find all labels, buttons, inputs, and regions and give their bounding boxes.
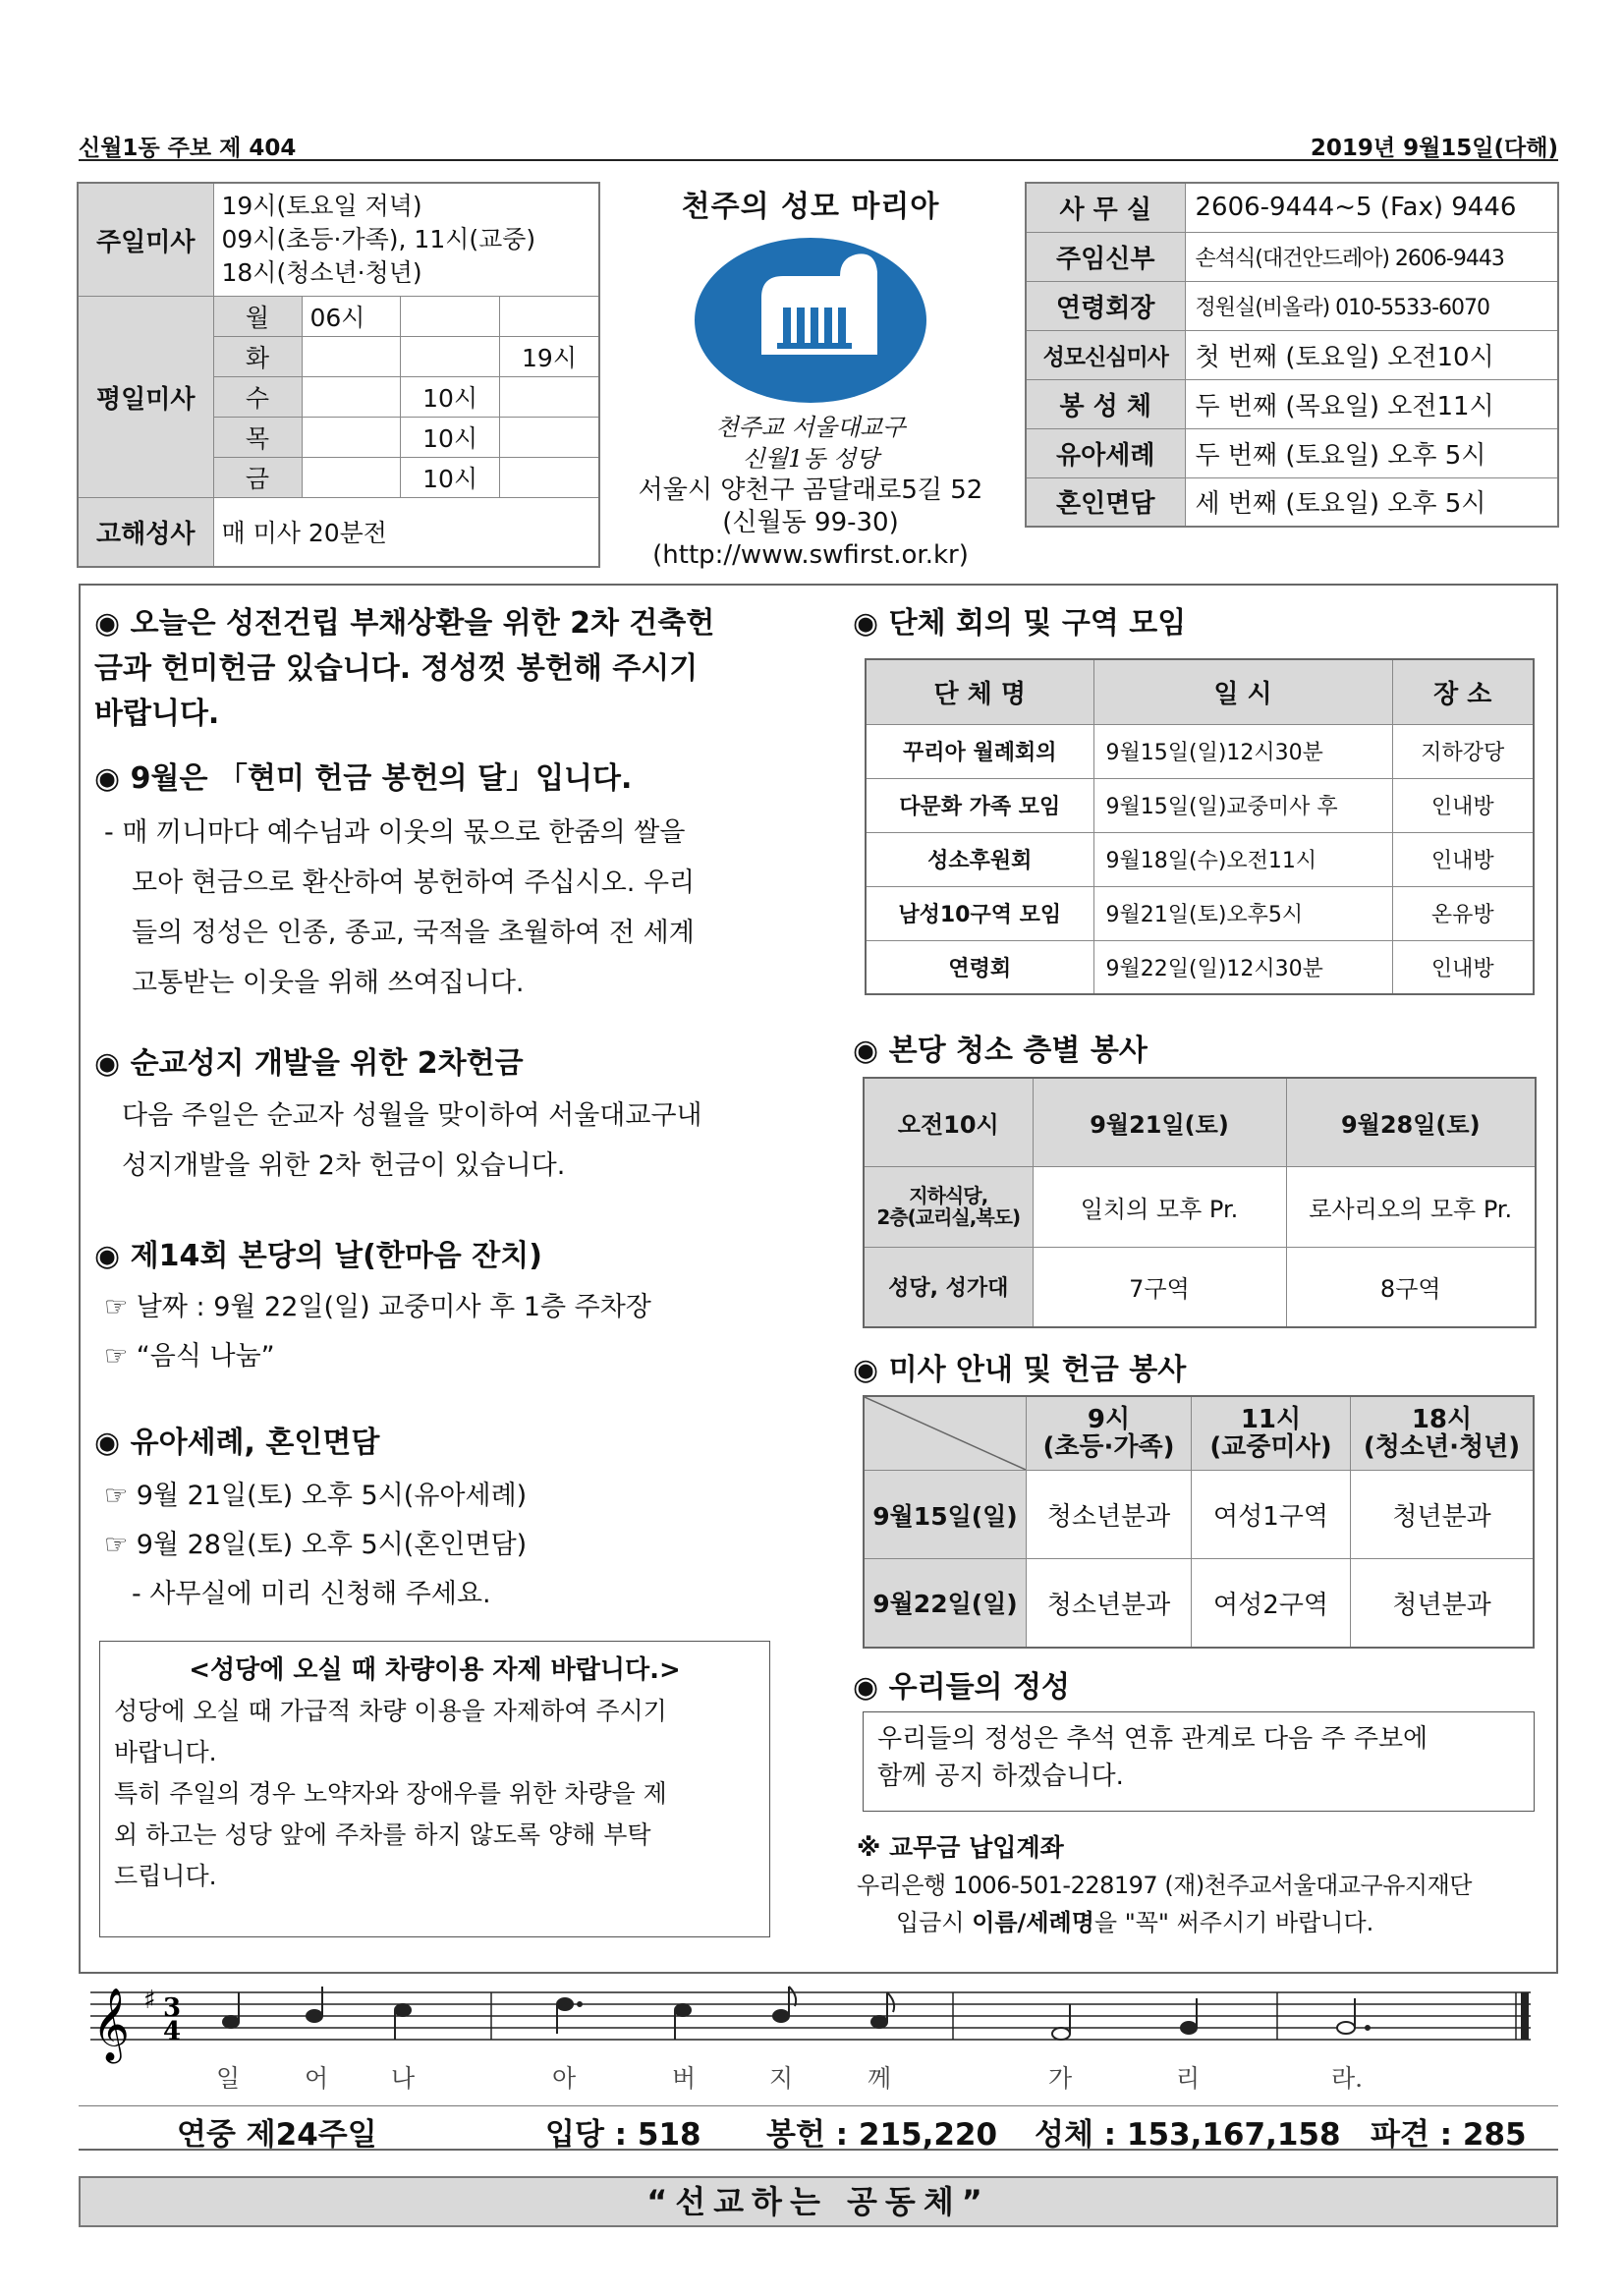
parish-url[interactable]: (http://www.swfirst.or.kr): [652, 540, 969, 570]
office-value: 2606-9444~5 (Fax) 9446: [1185, 183, 1558, 232]
parking-notice-box: <성당에 오실 때 차량이용 자제 바랍니다.> 성당에 오실 때 가급적 차량 이용을 자제하여 주시기 바랍니다. 특히 주일의 경우 노약자와 장애우를 위한 차량을 제 외 하고는 성당 앞에 주차를 하지 않도록 양해 부탁 드립니다.: [99, 1641, 770, 1937]
meetings-table: [865, 658, 1535, 995]
cleaning-table: [863, 1077, 1537, 1328]
hymn-staff: [79, 1973, 1558, 2105]
svg-text:3: 3: [163, 1993, 182, 2023]
table-row: 9월15일(일) 청소년분과 여성1구역 청년분과: [864, 1471, 1534, 1559]
liturgical-week: 연중 제24주일: [177, 2117, 377, 2153]
table-row: 9월22일(일) 청소년분과 여성2구역 청년분과: [864, 1559, 1534, 1648]
parish-address: 서울시 양천구 곰달래로5길 52: [638, 476, 983, 505]
bulletin-header: [79, 130, 1558, 162]
slogan-banner: “선교하는 공동체”: [79, 2176, 1558, 2227]
office-value: 두 번째 (토요일) 오후 5시: [1185, 428, 1558, 477]
office-label: 성모신심미사: [1026, 330, 1185, 379]
attendance-stats: [79, 2105, 1558, 2151]
weekday-cell: [500, 458, 600, 498]
weekday-cell: [302, 458, 401, 498]
table-row: 다문화 가족 모임 9월15일(일)교중미사 후 인내방: [866, 778, 1534, 832]
table-header: 장 소: [1392, 659, 1534, 724]
header-rule: [79, 159, 1558, 161]
building-offering-notice: ◉ 오늘은 성전건립 부채상환을 위한 2차 건축헌 금과 헌미헌금 있습니다. 정성껏 봉헌해 주시기 바랍니다.: [94, 606, 715, 731]
parish-logo-icon: [693, 237, 928, 404]
table-row: 성소후원회 9월18일(수)오전11시 인내방: [866, 832, 1534, 886]
sunday-mass-times: 19시(토요일 저녁) 09시(초등·가족), 11시(교중) 18시(청소년·청년): [213, 183, 599, 297]
office-value: 두 번째 (목요일) 오전11시: [1185, 379, 1558, 428]
table-header: 18시 (청소년·청년): [1351, 1396, 1535, 1471]
account-number: 우리은행 1006-501-228197 (재)천주교서울대교구유지재단: [857, 1872, 1472, 1899]
martyr-offering-title: ◉ 순교성지 개발을 위한 2차헌금: [94, 1046, 524, 1081]
svg-text:4: 4: [163, 2017, 182, 2046]
sunday-mass-label: 주일미사: [78, 183, 213, 297]
weekday-cell: 월: [213, 297, 302, 337]
office-label: 주임신부: [1026, 232, 1185, 281]
weekday-mass-label: 평일미사: [78, 297, 213, 498]
parish-address-old: (신월동 99-30): [722, 508, 899, 537]
parish-day-section: ◉ 제14회 본당의 날(한마음 잔치) ☞ 날짜 : 9월 22일(일) 교중미사 후 1층 주차장 ☞ “음식 나눔”: [94, 1234, 802, 1381]
weekday-cell: [302, 377, 401, 418]
mass-times-table: [77, 182, 600, 568]
weekday-cell: 10시: [401, 418, 500, 458]
offering-box: 우리들의 정성은 추석 연휴 관계로 다음 주 주보에 함께 공지 하겠습니다.: [863, 1711, 1535, 1812]
office-label: 유아세례: [1026, 428, 1185, 477]
table-row: 성당, 성가대 7구역 8구역: [864, 1247, 1536, 1327]
parish-logo-block: [614, 182, 1007, 572]
table-header: 오전10시: [864, 1078, 1033, 1166]
weekday-cell: [302, 337, 401, 377]
parish-day-title: ◉ 제14회 본당의 날(한마음 잔치): [94, 1239, 542, 1273]
confession-value: 매 미사 20분전: [213, 498, 599, 567]
hymn-lyrics: 일 어 나 아 버 지 께 가 리 라.: [216, 2064, 1364, 2093]
office-info-table: [1025, 182, 1559, 528]
svg-text:♯: ♯: [143, 1986, 156, 2015]
table-header: 9월21일(토): [1033, 1078, 1286, 1166]
dismissal-count: 파견 : 285: [1371, 2117, 1527, 2153]
weekday-cell: [302, 418, 401, 458]
weekday-cell: [401, 337, 500, 377]
office-label: 봉 성 체: [1026, 379, 1185, 428]
bulletin-issue: 신월1동 주보 제 404: [79, 136, 297, 161]
martyr-offering-section: ◉ 순교성지 개발을 위한 2차헌금 다음 주일은 순교자 성월을 맞이하여 서울대교구내 성지개발을 위한 2차 헌금이 있습니다.: [94, 1041, 802, 1191]
rice-offering-title: ◉ 9월은 「현미 헌금 봉헌의 달」입니다.: [94, 761, 633, 796]
baptism-title: ◉ 유아세례, 혼인면담: [94, 1426, 380, 1460]
account-title: ※ 교무금 납입계좌: [857, 1833, 1064, 1862]
table-header: 단 체 명: [866, 659, 1093, 724]
account-section: [857, 1829, 1544, 1941]
table-row: 남성10구역 모임 9월21일(토)오후5시 온유방: [866, 886, 1534, 940]
office-value: 정원실(비올라) 010-5533-6070: [1185, 281, 1558, 330]
weekday-cell: 수: [213, 377, 302, 418]
weekday-cell: [401, 297, 500, 337]
office-value: 세 번째 (토요일) 오후 5시: [1185, 477, 1558, 527]
svg-text:𝄞: 𝄞: [92, 1988, 130, 2061]
parish-script-name: 천주교 서울대교구 신월1동 성당: [715, 414, 906, 473]
office-label: 연령회장: [1026, 281, 1185, 330]
weekday-cell: 화: [213, 337, 302, 377]
weekday-cell: 금: [213, 458, 302, 498]
weekday-cell: [500, 377, 600, 418]
meetings-title: ◉ 단체 회의 및 구역 모임: [853, 606, 1187, 641]
cleaning-title: ◉ 본당 청소 층별 봉사: [853, 1034, 1148, 1068]
account-instruction: 입금시 이름/세례명을 "꼭" 써주시기 바랍니다.: [896, 1909, 1374, 1936]
weekday-cell: [500, 297, 600, 337]
parking-notice-title: <성당에 오실 때 차량이용 자제 바랍니다.>: [189, 1655, 681, 1685]
table-row: 지하식당, 2층(교리실,복도) 일치의 모후 Pr. 로사리오의 모후 Pr.: [864, 1166, 1536, 1247]
table-header: 9월28일(토): [1286, 1078, 1536, 1166]
office-label: 혼인면담: [1026, 477, 1185, 527]
communion-count: 성체 : 153,167,158: [1035, 2117, 1341, 2153]
table-header: 일 시: [1093, 659, 1392, 724]
offering-title: ◉ 우리들의 정성: [853, 1670, 1070, 1705]
mass-guide-title: ◉ 미사 안내 및 헌금 봉사: [853, 1353, 1187, 1387]
weekday-cell: 06시: [302, 297, 401, 337]
table-header: 9시 (초등·가족): [1027, 1396, 1192, 1471]
entry-count: 입당 : 518: [545, 2117, 701, 2153]
office-label: 사 무 실: [1026, 183, 1185, 232]
baptism-section: ◉ 유아세례, 혼인면담 ☞ 9월 21일(토) 오후 5시(유아세례) ☞ 9월 28일(토) 오후 5시(혼인면담) - 사무실에 미리 신청해 주세요.: [94, 1421, 802, 1619]
table-row: 연령회 9월22일(일)12시30분 인내방: [866, 940, 1534, 994]
weekday-cell: 목: [213, 418, 302, 458]
offertory-amount: 봉헌 : 215,220: [766, 2117, 998, 2153]
rice-offering-section: ◉ 9월은 「현미 헌금 봉헌의 달」입니다. - 매 끼니마다 예수님과 이웃의 몫으로 한줌의 쌀을 모아 현금으로 환산하여 봉헌하여 주십시오. 우리 들의 정성은 인종, 종교, 국적을 초월하여 전 세계 고통받는 이웃을 위해 쓰여집니다.: [94, 756, 802, 1008]
diagonal-header-cell: [864, 1396, 1027, 1471]
table-row: 꾸리아 월례회의 9월15일(일)12시30분 지하강당: [866, 724, 1534, 778]
weekday-cell: 10시: [401, 458, 500, 498]
weekday-cell: 10시: [401, 377, 500, 418]
weekday-cell: 19시: [500, 337, 600, 377]
weekday-cell: [500, 418, 600, 458]
parish-patron-title: 천주의 성모 마리아: [681, 190, 940, 224]
diagonal-line-icon: [865, 1397, 1026, 1470]
confession-label: 고해성사: [78, 498, 213, 567]
table-header: 11시 (교중미사): [1192, 1396, 1351, 1471]
office-value: 손석식(대건안드레아) 2606-9443: [1185, 232, 1558, 281]
office-value: 첫 번째 (토요일) 오전10시: [1185, 330, 1558, 379]
mass-guide-table: [863, 1395, 1535, 1649]
bulletin-date: 2019년 9월15일(다해): [1310, 136, 1558, 161]
